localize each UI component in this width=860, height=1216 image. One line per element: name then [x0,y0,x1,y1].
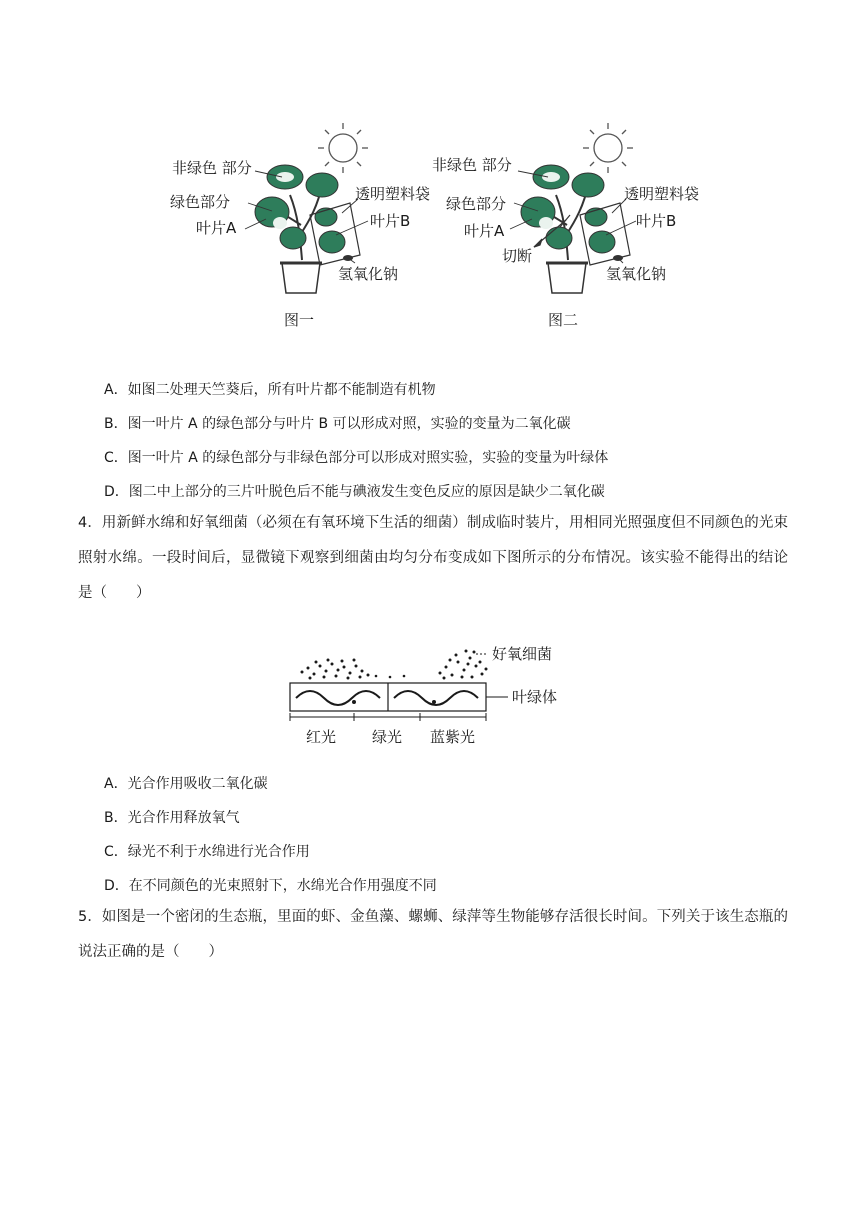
figure-2 [428,115,718,335]
q4-option-a: A．光合作用吸收二氧化碳 [104,776,268,792]
q3-option-c: C．图一叶片 A 的绿色部分与非绿色部分可以形成对照实验，实验的变量为叶绿体 [104,450,609,466]
q3-option-a: A．如图二处理天竺葵后，所有叶片都不能制造有机物 [104,382,436,398]
label-red-light: 红光 [306,728,337,746]
label-green: 绿色部分 [170,193,231,211]
label-non-green: 非绿色 部分 [172,159,252,177]
bacteria-dots [301,650,488,680]
label-bag: 透明塑料袋 [355,185,430,203]
q5-stem: 5．如图是一个密闭的生态瓶，里面的虾、金鱼藻、螺蛳、绿萍等生物能够存活很长时间。下列关于该生态瓶的说法正确的是（ ） [78,909,788,960]
label-leaf-b: 叶片B [370,212,411,230]
flower-pot [282,263,320,293]
q4-option-c: C．绿光不利于水绵进行光合作用 [104,844,310,860]
label-leaf-a: 叶片A [196,219,237,237]
label-green-light: 绿光 [372,728,403,746]
label-leaf-b: 叶片B [636,212,677,230]
label-non-green: 非绿色 部分 [432,156,512,174]
sun-icon [583,123,633,173]
label-naoh: 氢氧化钠 [606,265,667,283]
q3-option-b: B．图一叶片 A 的绿色部分与叶片 B 可以形成对照，实验的变量为二氧化碳 [104,416,571,432]
q4-figure [280,640,600,752]
label-naoh: 氢氧化钠 [338,265,399,283]
q4-option-d: D．在不同颜色的光束照射下，水绵光合作用强度不同 [104,878,437,894]
figure-1-caption: 图一 [284,311,315,329]
label-bag: 透明塑料袋 [624,185,700,203]
label-green: 绿色部分 [446,195,507,213]
q3-option-d: D．图二中上部分的三片叶脱色后不能与碘液发生变色反应的原因是缺少二氧化碳 [104,484,605,500]
label-cut: 切断 [502,247,533,265]
sun-icon [318,123,368,173]
label-leaf-a: 叶片A [464,222,505,240]
figure-2-caption: 图二 [548,311,579,329]
q4-option-b: B．光合作用释放氧气 [104,810,240,826]
label-bacteria: 好氧细菌 [492,645,553,663]
label-blue-violet-light: 蓝紫光 [430,728,476,746]
flower-pot [548,263,586,293]
figure-1 [160,115,430,335]
q4-stem: 4．用新鲜水绵和好氧细菌（必须在有氧环境下生活的细菌）制成临时装片，用相同光照强度但不同颜色的光束照射水绵。一段时间后，显微镜下观察到细菌由均匀分布变成如下图所示的分布情况。该实验不能得出的结论是（ ） [78,515,788,601]
label-chloroplast: 叶绿体 [512,688,558,706]
